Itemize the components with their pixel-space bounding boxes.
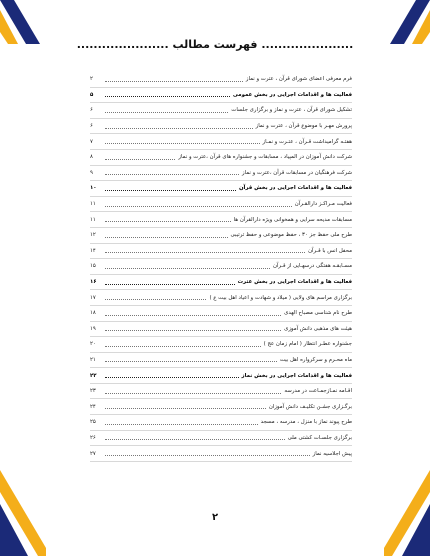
dot-leader xyxy=(105,284,235,285)
toc-entry-title: مسابقات مدیحه سرایی و همخوانی ویژه دارالقرآن ها xyxy=(233,216,352,223)
dot-leader xyxy=(105,128,253,129)
toc-section-row[interactable] xyxy=(90,181,352,197)
toc-entry-page: ۵ xyxy=(90,91,94,98)
toc-row[interactable] xyxy=(90,197,352,213)
toc-entry-title: برگزاری جلسـات کشتی ملی xyxy=(287,434,352,441)
toc-entry-page: ۱۷ xyxy=(90,294,96,301)
toc-entry-page: ۱۲ xyxy=(90,232,96,239)
dot-leader xyxy=(105,408,266,409)
toc-entry-title: پرورش مهـر با موضوع قرآن ، عترت و نماز xyxy=(255,123,352,130)
toc-entry-page: ۷ xyxy=(90,138,93,145)
toc-entry-page: ۲۲ xyxy=(90,372,97,379)
toc-entry-title: مسـابقـه هفتگی درسهـایی از قـرآن xyxy=(272,263,352,270)
toc-section-row[interactable] xyxy=(90,275,352,291)
toc-row[interactable] xyxy=(90,384,352,400)
toc-row[interactable] xyxy=(90,353,352,369)
dot-leader xyxy=(105,455,310,456)
dot-leader xyxy=(105,252,305,253)
toc-entry-page: ۲۴ xyxy=(90,403,96,410)
toc-entry-page: ۱۸ xyxy=(90,310,96,317)
toc-entry-page: ۲۰ xyxy=(90,341,96,348)
toc-entry-title: اقـامه نمـازجمـاعت در مدرسه xyxy=(284,388,352,395)
dot-leader xyxy=(105,159,175,160)
toc-row[interactable] xyxy=(90,431,352,447)
toc-row[interactable] xyxy=(90,166,352,182)
dot-leader xyxy=(105,174,239,175)
dot-leader xyxy=(105,439,285,440)
toc-entry-title: طرح نام شناسی مصباح الهدی xyxy=(284,310,352,317)
toc-entry-title: فعالیت مـراکـز دارالقـرآن xyxy=(294,201,352,208)
toc-entry-title: محفل انس با قـرآن xyxy=(308,247,352,254)
toc-entry-page: ۲۶ xyxy=(90,434,96,441)
toc-row[interactable] xyxy=(90,119,352,135)
toc-row[interactable] xyxy=(90,259,352,275)
toc-entry-page: ۱۴ xyxy=(90,247,96,254)
toc-entry-title: هفتـه گرامیداشت قـرآن ، عتـرت و نمـاز xyxy=(262,138,352,145)
toc-entry-page: ۲۱ xyxy=(90,356,96,363)
dot-leader xyxy=(105,361,277,362)
toc-entry-title: برگـزاری جشـن تکلیـف دانش آموزان xyxy=(268,403,352,410)
toc-entry-title: شرکت دانش آموزان در المپیاد ، مسابقات و جشنواره های قرآن ،عترت و نماز xyxy=(178,154,352,161)
toc-row[interactable] xyxy=(90,399,352,415)
toc-entry-page: ۱۱ xyxy=(90,201,96,208)
toc-section-row[interactable] xyxy=(90,368,352,384)
toc-row[interactable] xyxy=(90,322,352,338)
toc-entry-page: ۹ xyxy=(90,169,93,176)
toc-entry-title: فعالیت ها و اقدامات اجرایی در بخش عترت xyxy=(237,279,352,286)
page-number: ۲ xyxy=(211,512,219,523)
dot-leader xyxy=(105,112,228,113)
toc-entry-title: شرکت فرهنگیان در مسابقات قرآن ،عترت و نماز xyxy=(242,169,352,176)
toc-row[interactable] xyxy=(90,72,352,88)
toc-entry-page: ۲۳ xyxy=(90,388,96,395)
toc-entry-page: ۶ xyxy=(90,123,93,130)
toc-row[interactable] xyxy=(90,446,352,462)
toc-row[interactable] xyxy=(90,290,352,306)
toc-row[interactable] xyxy=(90,244,352,260)
dot-leader xyxy=(105,206,292,207)
toc-entry-title: فعالیت ها و اقدامات اجرایی در بخش قرآن xyxy=(238,185,352,192)
dot-leader xyxy=(105,377,239,378)
toc-entry-title: تشکیل شورای قرآن ، عترت و نماز و برگزاری جلسات xyxy=(231,107,352,114)
toc-entry-title: ماه محـرم و سرکرواره اهل بیت xyxy=(279,356,352,363)
dot-leader xyxy=(105,424,258,425)
toc-entry-page: ۱۶ xyxy=(90,279,97,286)
toc-row[interactable] xyxy=(90,150,352,166)
dot-leader xyxy=(105,315,281,316)
dot-leader xyxy=(105,143,260,144)
toc-entry-title: پیش اجلاسیه نماز xyxy=(312,450,352,457)
toc-entry-page: ۱۹ xyxy=(90,325,96,332)
toc-entry-page: ۸ xyxy=(90,154,93,161)
toc-entry-page: ۲۷ xyxy=(90,450,96,457)
toc-entry-page: ۱۵ xyxy=(90,263,96,270)
toc-entry-title: هیئت های مذهبی دانش آموزی xyxy=(284,325,352,332)
dot-leader xyxy=(105,393,281,394)
dot-leader xyxy=(105,237,228,238)
dot-leader xyxy=(105,190,236,191)
toc-row[interactable] xyxy=(90,228,352,244)
toc-entry-page: ۶ xyxy=(90,107,93,114)
toc-section-row[interactable] xyxy=(90,88,352,104)
dot-leader xyxy=(105,221,231,222)
toc-entry-title: طرح پیوند نماز با منزل ، مدرسه ، مسجد xyxy=(260,419,352,426)
toc-entry-title: فرم معرفی اعضای شورای قرآن ، عترت و نماز xyxy=(245,76,352,83)
dot-leader xyxy=(105,96,230,97)
toc-row[interactable] xyxy=(90,212,352,228)
toc-row[interactable] xyxy=(90,337,352,353)
toc-row[interactable] xyxy=(90,306,352,322)
dot-leader xyxy=(105,268,270,269)
table-of-contents xyxy=(90,72,352,462)
toc-row[interactable] xyxy=(90,103,352,119)
toc-row[interactable] xyxy=(90,134,352,150)
toc-entry-title: برگزاری مراسم های ولایی ( میلاد و شهادت و اعیاد اهل بیت ع ) xyxy=(209,294,352,301)
toc-entry-title: فعالیت ها و اقدامات اجرایی در بخش عمومی xyxy=(232,91,352,98)
toc-entry-title: جشنواره عطـر انتظار ( امام زمان عج ) xyxy=(263,341,352,348)
toc-entry-page: ۱۰ xyxy=(90,185,97,192)
toc-entry-title: طرح ملی حفظ جز ۳۰ ، حفظ موضوعی و حفظ ترتیبی xyxy=(230,232,352,239)
dot-leader xyxy=(105,299,206,300)
dot-leader xyxy=(105,346,261,347)
page-title: ...................... فهرست مطالب ...................... xyxy=(76,38,354,51)
dot-leader xyxy=(105,81,243,82)
toc-entry-page: ۲ xyxy=(90,76,93,83)
toc-entry-page: ۲۵ xyxy=(90,419,96,426)
toc-row[interactable] xyxy=(90,415,352,431)
toc-entry-page: ۱۱ xyxy=(90,216,96,223)
dot-leader xyxy=(105,330,281,331)
toc-entry-title: فعالیت ها و اقدامات اجرایی در بخش نماز xyxy=(241,372,352,379)
